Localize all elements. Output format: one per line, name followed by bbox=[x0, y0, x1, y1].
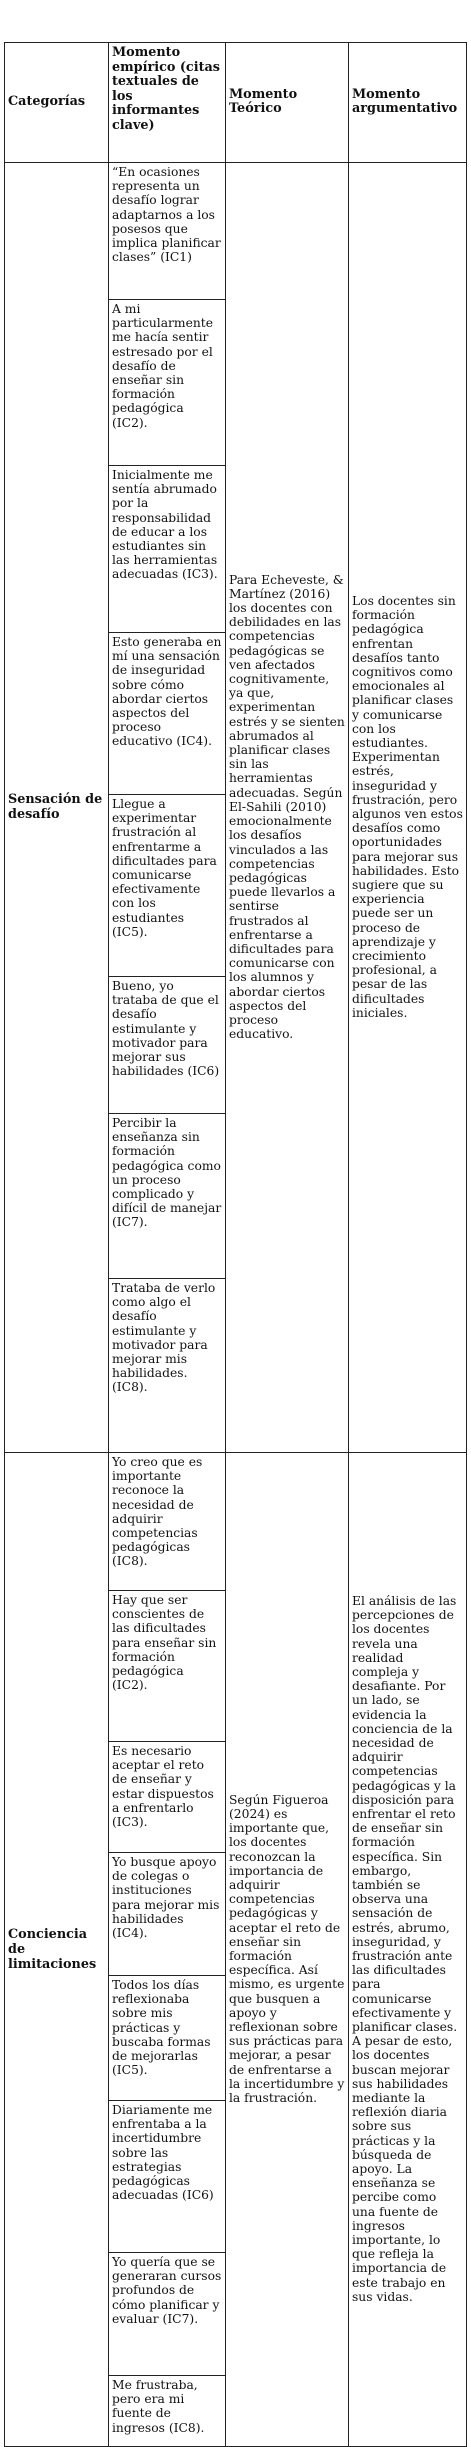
theoretical-cell bbox=[226, 1452, 348, 2446]
quote-cell: Diariamente me enfrentaba a la incertidumbre sobre las estrategias pedagógicas adecuadas (IC6) bbox=[112, 2103, 214, 2203]
quote-cell: Es necesario aceptar el reto de enseñar y estar dispuestos a enfrentarlo (IC3). bbox=[112, 1744, 214, 1830]
category-label: Sensación de desafío bbox=[8, 792, 103, 822]
quote-cell: Percibir la enseñanza sin formación pedagógica como un proceso complicado y difícil de manejar (IC7). bbox=[112, 1116, 222, 1230]
quote-cell: Bueno, yo trataba de que el desafío estimulante y motivador para mejorar sus habilidades (IC6) bbox=[112, 979, 220, 1079]
quote-cell: Me frustraba, pero era mi fuente de ingresos (IC8). bbox=[112, 2378, 205, 2435]
header-categorias: Categorías bbox=[8, 93, 86, 109]
argumentative-cell bbox=[349, 162, 466, 1452]
theoretical-text: Según Figueroa (2024) es importante que, los docentes reconozcan la importancia de adquirir competencias pedagógicas y aceptar el reto de enseñar sin formación específica. Así mismo, es urgente que busquen a apoyo y reflexionan sobre sus prácticas para mejorar, a pesar de enfrentarse a la incertidumbre y la frustración. bbox=[229, 1792, 345, 2106]
quote-cell: Esto generaba en mí una sensación de inseguridad sobre cómo abordar ciertos aspectos del proceso educativo (IC4). bbox=[112, 635, 222, 749]
quote-cell: Trataba de verlo como algo el desafío estimulante y motivador para mejorar mis habilidades. (IC8). bbox=[112, 1281, 216, 1395]
quote-cell: Todos los días reflexionaba sobre mis prácticas y buscaba formas de mejorarlas (IC5). bbox=[112, 1978, 211, 2078]
header-argumentativo: Momento argumentativo bbox=[352, 86, 458, 116]
argumentative-cell bbox=[349, 1452, 466, 2446]
quote-cell: Yo creo que es importante reconoce la necesidad de adquirir competencias pedagógicas (IC8). bbox=[112, 1455, 203, 1569]
quote-cell: A mi particularmente me hacía sentir estresado por el desafío de enseñar sin formación pedagógica (IC2). bbox=[112, 302, 213, 430]
theoretical-text: Para Echeveste, & Martínez (2016) los docentes con debilidades en las competencias pedagógicas se ven afectados cognitivamente, ya que, experimentan estrés y se sienten abrumados al planificar clases sin las herramientas adecuadas. Según El-Sahili (2010) emocionalmente los desafíos vinculados a las competencias pedagógicas puede llevarlos a sentirse frustrados al enfrentarse a dificultades para comunicarse con los alumnos y abordar ciertos aspectos del proceso educativo. bbox=[229, 572, 345, 1042]
quote-cell: “En ocasiones representa un desafío lograr adaptarnos a los posesos que implica planificar clases” (IC1) bbox=[112, 165, 221, 265]
header-teorico: Momento Teórico bbox=[229, 86, 298, 116]
table-border-right bbox=[466, 42, 467, 2447]
quote-cell: Yo busque apoyo de colegas o instituciones para mejorar mis habilidades (IC4). bbox=[112, 1855, 220, 1941]
header-empirico: Momento empírico (citas textuales de los informantes clave) bbox=[112, 45, 220, 133]
argumentative-text: Los docentes sin formación pedagógica enfrentan desafíos tanto cognitivos como emocionales al planificar clases y comunicarse con los estudiantes. Experimentan estrés, inseguridad y frustración, pero algunos ven estos desafíos como oportunidades para mejorar sus habilidades. Esto sugiere que su experiencia puede ser un proceso de aprendizaje y crecimiento profesional, a pesar de las dificultades iniciales. bbox=[352, 593, 463, 1020]
theoretical-cell bbox=[226, 162, 348, 1452]
quote-cell: Hay que ser conscientes de las dificultades para enseñar sin formación pedagógica (IC2). bbox=[112, 1593, 217, 1693]
category-label: Conciencia de limitaciones bbox=[8, 1926, 97, 1972]
quote-cell: Llegue a experimentar frustración al enfrentarme a dificultades para comunicarse efectivamente con los estudiantes (IC5). bbox=[112, 797, 217, 939]
argumentative-text: El análisis de las percepciones de los docentes revela una realidad compleja y desafiante. Por un lado, se evidencia la conciencia de la necesidad de adquirir competencias pedagógicas y la disposición para enfrentar el reto de enseñar sin formación específica. Sin embargo, también se observa una sensación de estrés, abrumo, inseguridad, y frustración ante las dificultades para comunicarse efectivamente y planificar clases. A pesar de esto, los docentes buscan mejorar sus habilidades mediante la reflexión diaria sobre sus prácticas y la búsqueda de apoyo. La enseñanza se percibe como una fuente de ingresos importante, lo que refleja la importancia de este trabajo en sus vidas. bbox=[352, 1593, 458, 2304]
quote-cell: Yo quería que se generaran cursos profundos de cómo planificar y evaluar (IC7). bbox=[112, 2255, 222, 2326]
quote-cell: Inicialmente me sentía abrumado por la responsabilidad de educar a los estudiantes sin las herramientas adecuadas (IC3). bbox=[112, 468, 218, 582]
analysis-table bbox=[0, 42, 471, 2447]
